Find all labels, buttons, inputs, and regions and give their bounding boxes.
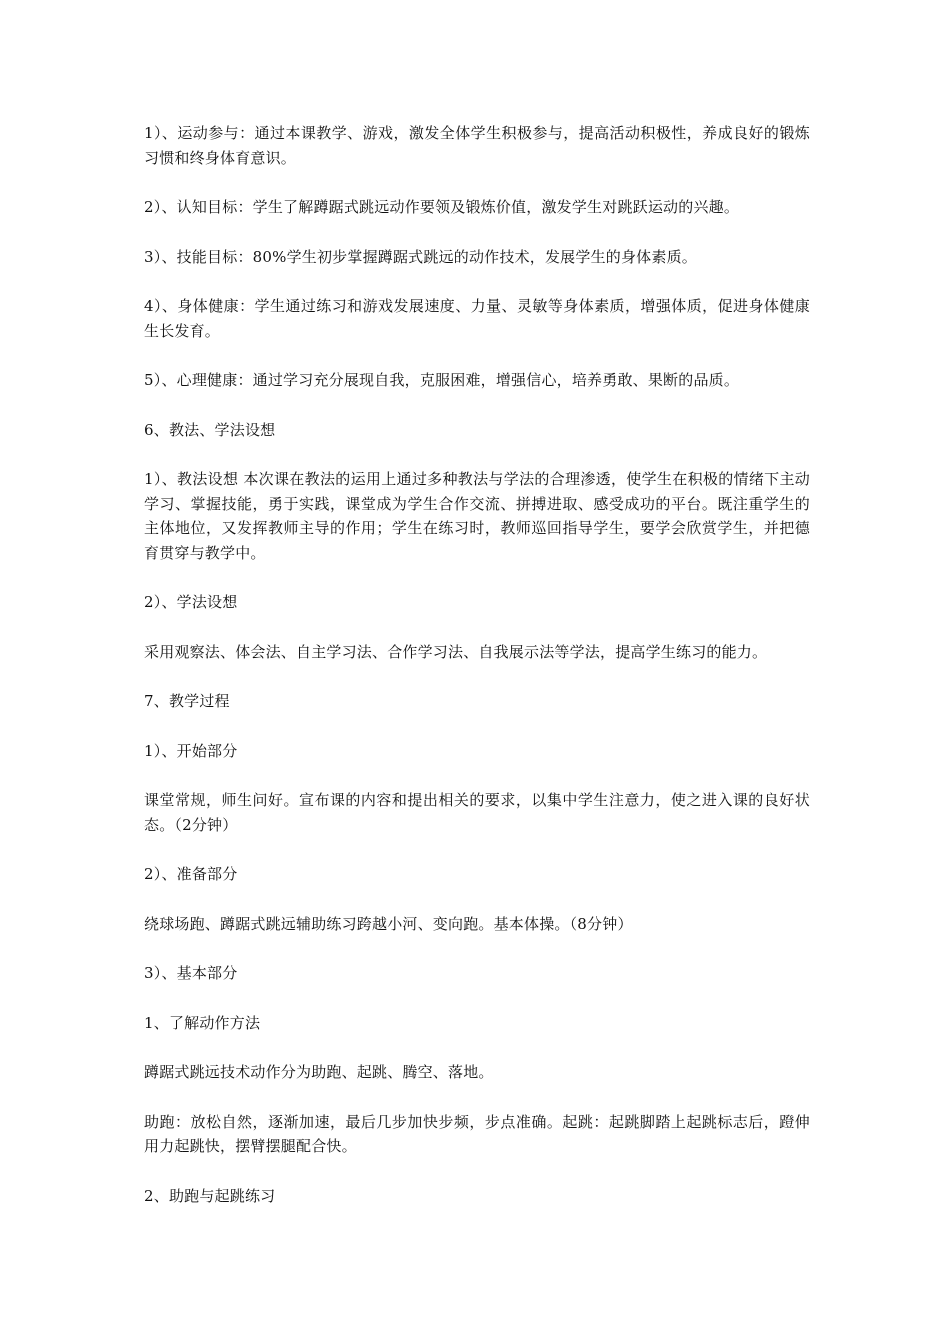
paragraph-physical-health: 4）、身体健康：学生通过练习和游戏发展速度、力量、灵敏等身体素质，增强体质，促进身体健康生长发育。 — [144, 297, 810, 340]
paragraph-mental-health: 5）、心理健康：通过学习充分展现自我，克服困难，增强信心，培养勇敢、果断的品质。 — [144, 371, 740, 389]
heading-learning-method: 2）、学法设想 — [144, 593, 238, 611]
paragraph-movement-phases: 蹲踞式跳远技术动作分为助跑、起跳、腾空、落地。 — [144, 1063, 494, 1081]
heading-teaching-process: 7、教学过程 — [144, 692, 230, 710]
paragraph-learning-method: 采用观察法、体会法、自主学习法、合作学习法、自我展示法等学法，提高学生练习的能力。 — [144, 642, 768, 661]
paragraph-opening-part: 课堂常规，师生问好。宣布课的内容和提出相关的要求，以集中学生注意力，使之进入课的良好状态。（2分钟） — [144, 791, 810, 834]
heading-preparation-part: 2）、准备部分 — [144, 865, 238, 883]
heading-basic-part: 3）、基本部分 — [144, 964, 238, 982]
paragraph-preparation-part: 绕球场跑、蹲踞式跳远辅助练习跨越小河、变向跑。基本体操。（8分钟） — [144, 914, 633, 933]
paragraph-cognitive-goal: 2）、认知目标：学生了解蹲踞式跳远动作要领及锻炼价值，激发学生对跳跃运动的兴趣。 — [144, 198, 740, 216]
paragraph-teaching-method: 1）、教法设想 本次课在教法的运用上通过多种教法与学法的合理渗透，使学生在积极的情绪下主动学习、掌握技能，勇于实践，课堂成为学生合作交流、拼搏进取、感受成功的平台。既注重学生的主体地位，又发挥教师主导的作用；学生在练习时，教师巡回指导学生，要学会欣赏学生，并把德育贯穿与教学中。 — [144, 470, 810, 562]
heading-understand-movement: 1、了解动作方法 — [144, 1013, 261, 1032]
paragraph-runup-takeoff: 助跑：放松自然，逐渐加速，最后几步加快步频，步点准确。起跳：起跳脚踏上起跳标志后，蹬伸用力起跳快，摆臂摆腿配合快。 — [144, 1112, 810, 1155]
heading-teaching-learning-methods: 6、教法、学法设想 — [144, 420, 276, 439]
paragraph-sports-participation: 1）、运动参与：通过本课教学、游戏，激发全体学生积极参与，提高活动积极性，养成良好的锻炼习惯和终身体育意识。 — [144, 124, 810, 167]
document-body — [144, 121, 810, 1233]
heading-runup-takeoff-practice: 2、助跑与起跳练习 — [144, 1186, 276, 1205]
heading-opening-part: 1）、开始部分 — [144, 741, 238, 760]
paragraph-skill-goal: 3）、技能目标：80%学生初步掌握蹲踞式跳远的动作技术，发展学生的身体素质。 — [144, 247, 697, 266]
